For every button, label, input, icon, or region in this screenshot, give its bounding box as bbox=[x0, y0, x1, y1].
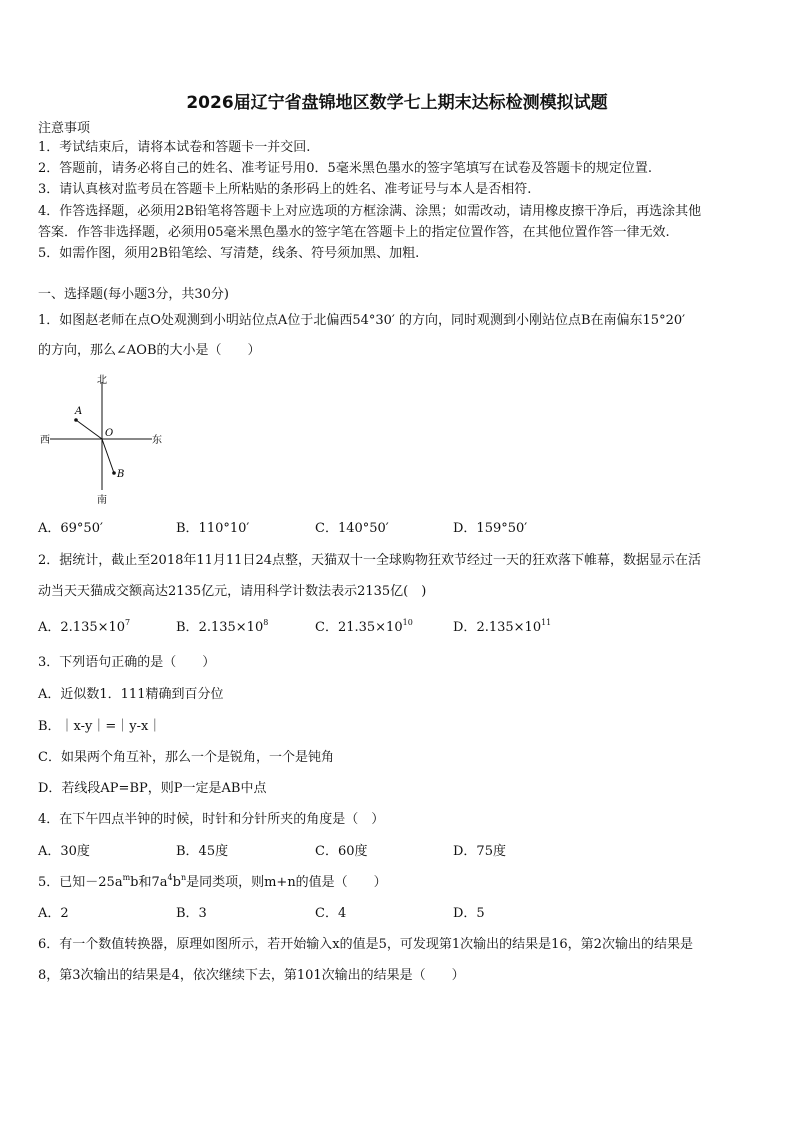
q2-stem-line2: 动当天天猫成交额高达2135亿元，请用科学计数法表示2135亿( ) bbox=[38, 584, 427, 599]
point-b bbox=[112, 471, 116, 475]
label-west: 西 bbox=[40, 435, 50, 446]
q1-stem-line1: 1．如图赵老师在点O处观测到小明站位点A位于北偏西54°30′ 的方向，同时观测到小刚站位点B在南偏东15°20′ bbox=[38, 313, 686, 328]
q5-stem-part-b: b和7a bbox=[130, 875, 168, 890]
notice-item-3: 3．请认真核对监考员在答题卡上所粘贴的条形码上的姓名、准考证号与本人是否相符. bbox=[38, 182, 532, 197]
label-south: 南 bbox=[97, 495, 107, 505]
q3-option-d: D．若线段AP=BP，则P一定是AB中点 bbox=[38, 781, 267, 796]
notice-heading: 注意事项 bbox=[38, 121, 91, 136]
q2-option-a-exp: 7 bbox=[125, 618, 131, 627]
ray-ob bbox=[102, 439, 114, 473]
q2-option-a-label: A． bbox=[38, 620, 61, 635]
q2-option-d-base: 2.135×10 bbox=[476, 620, 542, 635]
label-a: A bbox=[75, 406, 83, 417]
q2-option-d-exp: 11 bbox=[541, 618, 552, 627]
q1-option-c: C．140°50′ bbox=[315, 521, 389, 536]
q2-option-d bbox=[453, 620, 551, 636]
notice-item-1: 1．考试结束后，请将本试卷和答题卡一并交回. bbox=[38, 140, 311, 155]
q2-stem-line1: 2．据统计，截止至2018年11月11日24点整，天猫双十一全球购物狂欢节经过一天的狂欢落下帷幕，数据显示在活 bbox=[38, 553, 701, 568]
q1-option-a: A．69°50′ bbox=[38, 521, 103, 536]
q5-stem-part-a: 5．已知－25a bbox=[38, 875, 123, 890]
notice-item-4: 4．作答选择题，必须用2B铅笔将答题卡上对应选项的方框涂满、涂黑；如需改动，请用橡皮擦干净后，再选涂其他 bbox=[38, 204, 702, 219]
q4-option-b: B．45度 bbox=[176, 844, 229, 859]
q3-option-c: C．如果两个角互补，那么一个是锐角，一个是钝角 bbox=[38, 750, 334, 765]
ray-oa bbox=[76, 420, 102, 439]
q3-option-a: A．近似数1．111精确到百分位 bbox=[38, 687, 224, 702]
q5-option-b: B．3 bbox=[176, 906, 207, 921]
q4-option-a: A．30度 bbox=[38, 844, 90, 859]
q3-stem: 3．下列语句正确的是（ ） bbox=[38, 655, 216, 670]
q2-option-a bbox=[38, 620, 130, 636]
notice-item-4-cont: 答案．作答非选择题，必须用05毫米黑色墨水的签字笔在答题卡上的指定位置作答，在其他位置作答一律无效. bbox=[38, 225, 670, 240]
q5-option-d: D．5 bbox=[453, 906, 485, 921]
q5-sup-4: 4 bbox=[167, 873, 173, 882]
q5-stem-part-d: 是同类项，则m+n的值是（ ） bbox=[186, 875, 387, 890]
q1-option-b: B．110°10′ bbox=[176, 521, 250, 536]
q2-option-d-label: D． bbox=[453, 620, 477, 635]
q2-option-c bbox=[315, 620, 413, 636]
q2-option-c-base: 21.35×10 bbox=[337, 620, 403, 635]
q6-stem-line1: 6．有一个数值转换器，原理如图所示，若开始输入x的值是5，可发现第1次输出的结果是16，第2次输出的结果是 bbox=[38, 937, 693, 952]
q2-option-c-label: C． bbox=[315, 620, 338, 635]
q1-stem-line2: 的方向，那么∠AOB的大小是（ ） bbox=[38, 343, 261, 358]
q5-stem-part-c: b bbox=[172, 875, 181, 890]
page-title: 2026届辽宁省盘锦地区数学七上期末达标检测模拟试题 bbox=[186, 93, 608, 113]
q4-stem: 4．在下午四点半钟的时候，时针和分针所夹的角度是（ ） bbox=[38, 812, 385, 827]
q2-option-b-label: B． bbox=[176, 620, 199, 635]
notice-item-2: 2．答题前，请务必将自己的姓名、准考证号用0．5毫米黑色墨水的签字笔填写在试卷及答题卡的规定位置. bbox=[38, 161, 652, 176]
q2-option-b bbox=[176, 620, 268, 636]
q5-sup-n: n bbox=[180, 873, 187, 882]
compass-figure bbox=[38, 370, 178, 505]
label-north: 北 bbox=[97, 375, 107, 386]
q2-option-c-exp: 10 bbox=[402, 618, 413, 627]
q5-sup-m: m bbox=[122, 873, 131, 882]
label-b: B bbox=[117, 469, 125, 480]
point-a bbox=[74, 418, 78, 422]
q2-option-a-base: 2.135×10 bbox=[60, 620, 126, 635]
q3-option-b: B．｜x-y｜=｜y-x｜ bbox=[38, 719, 162, 734]
q2-option-b-exp: 8 bbox=[263, 618, 269, 627]
label-o: O bbox=[105, 428, 114, 439]
section-heading: 一、选择题(每小题3分，共30分) bbox=[38, 287, 229, 302]
label-east: 东 bbox=[152, 435, 162, 446]
q5-option-a: A．2 bbox=[38, 906, 69, 921]
q6-stem-line2: 8，第3次输出的结果是4，依次继续下去，第101次输出的结果是（ ） bbox=[38, 968, 465, 983]
q4-option-c: C．60度 bbox=[315, 844, 368, 859]
q5-option-c: C．4 bbox=[315, 906, 347, 921]
notice-item-5: 5．如需作图，须用2B铅笔绘、写清楚，线条、符号须加黑、加粗. bbox=[38, 246, 420, 261]
q1-option-d: D．159°50′ bbox=[453, 521, 528, 536]
q2-option-b-base: 2.135×10 bbox=[198, 620, 264, 635]
q5-stem bbox=[38, 875, 387, 891]
q4-option-d: D．75度 bbox=[453, 844, 506, 859]
